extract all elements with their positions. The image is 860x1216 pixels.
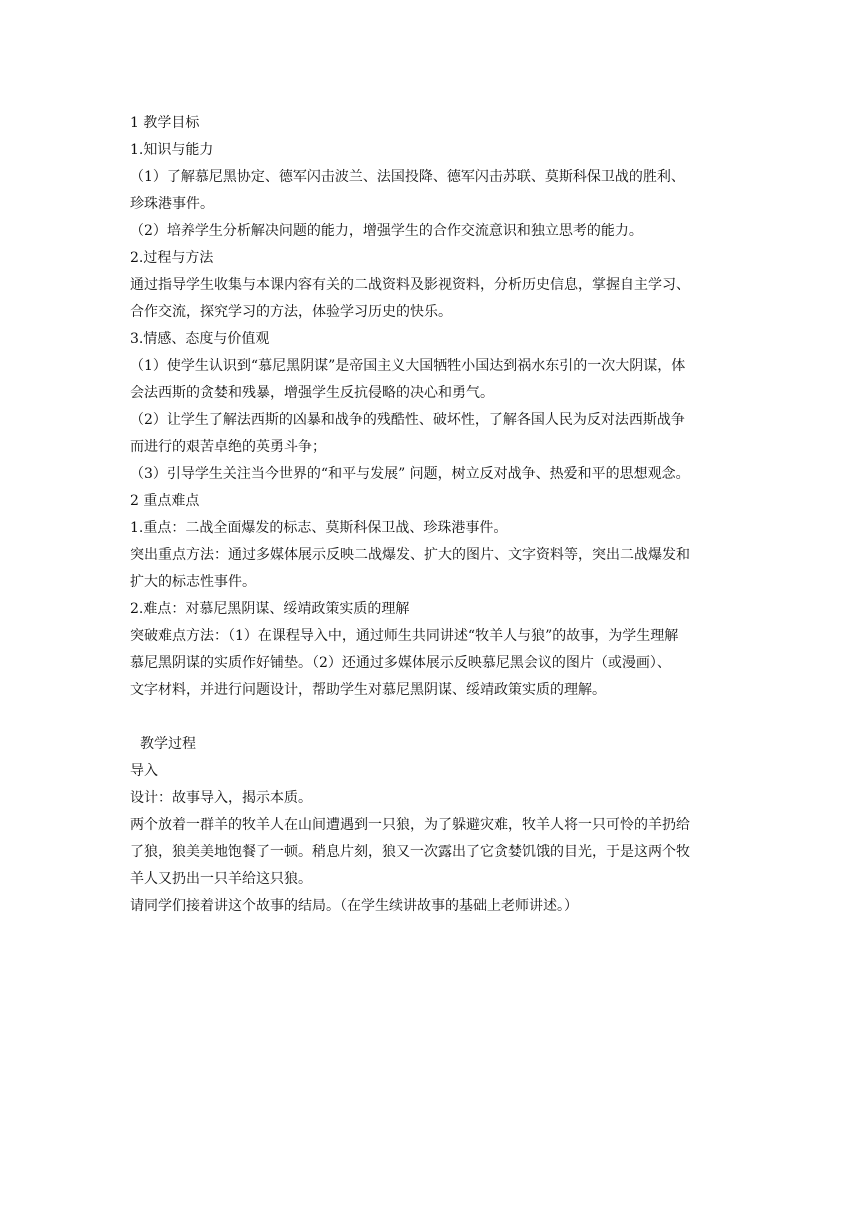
text-line: 突破难点方法：（1）在课程导入中，通过师生共同讲述“牧羊人与狼”的故事，为学生理解 — [130, 628, 679, 644]
text-line: 两个放着一群羊的牧羊人在山间遭遇到一只狼，为了躲避灾难，牧羊人将一只可怜的羊扔给 — [130, 817, 690, 833]
text-line: （2）让学生了解法西斯的凶暴和战争的残酷性、破坏性，了解各国人民为反对法西斯战争 — [130, 412, 685, 428]
subheading-knowledge-ability: 1.知识与能力 — [130, 142, 214, 158]
text-line: （3）引导学生关注当今世界的“和平与发展” 问题，树立反对战争、热爱和平的思想观念。 — [130, 466, 690, 482]
text-line: （1）了解慕尼黑协定、德军闪击波兰、法国投降、德军闪击苏联、莫斯科保卫战的胜利、 — [130, 169, 685, 185]
subheading-emotion-values: 3.情感、态度与价值观 — [130, 331, 270, 347]
text-line: 珍珠港事件。 — [130, 196, 214, 212]
subheading-introduction: 导入 — [130, 763, 158, 779]
text-line: 慕尼黑阴谋的实质作好铺垫。（2）还通过多媒体展示反映慕尼黑会议的图片（或漫画）、 — [130, 655, 671, 671]
text-line: 设计：故事导入，揭示本质。 — [130, 790, 312, 806]
document-body — [130, 110, 730, 920]
text-line: 扩大的标志性事件。 — [130, 574, 256, 590]
text-line: 羊人又扔出一只羊给这只狼。 — [130, 871, 312, 887]
text-line: （2）培养学生分析解决问题的能力，增强学生的合作交流意识和独立思考的能力。 — [130, 223, 643, 239]
text-line: 请同学们接着讲这个故事的结局。（在学生续讲故事的基础上老师讲述。） — [130, 898, 578, 914]
section-heading-objectives: 1 教学目标 — [130, 115, 200, 131]
text-line: 文字材料，并进行问题设计，帮助学生对慕尼黑阴谋、绥靖政策实质的理解。 — [130, 682, 606, 698]
text-line: （1）使学生认识到“慕尼黑阴谋”是帝国主义大国牺牲小国达到祸水东引的一次大阴谋，体 — [130, 358, 686, 374]
section-heading-key-points: 2 重点难点 — [130, 493, 200, 509]
text-line: 会法西斯的贪婪和残暴，增强学生反抗侵略的决心和勇气。 — [130, 385, 494, 401]
text-line: 1.重点：二战全面爆发的标志、莫斯科保卫战、珍珠港事件。 — [130, 520, 508, 536]
text-line: 了狼，狼美美地饱餐了一顿。稍息片刻，狼又一次露出了它贪婪饥饿的目光，于是这两个牧 — [130, 844, 690, 860]
text-line: 通过指导学生收集与本课内容有关的二战资料及影视资料，分析历史信息，掌握自主学习、 — [130, 277, 690, 293]
subheading-process-method: 2.过程与方法 — [130, 250, 214, 266]
blank-line — [130, 704, 730, 731]
section-heading-process: 教学过程 — [140, 736, 196, 752]
text-line: 而进行的艰苦卓绝的英勇斗争； — [130, 439, 326, 455]
text-line: 合作交流，探究学习的方法，体验学习历史的快乐。 — [130, 304, 452, 320]
text-line: 突出重点方法：通过多媒体展示反映二战爆发、扩大的图片、文字资料等，突出二战爆发和 — [130, 547, 690, 563]
text-line: 2.难点：对慕尼黑阴谋、绥靖政策实质的理解 — [130, 601, 410, 617]
